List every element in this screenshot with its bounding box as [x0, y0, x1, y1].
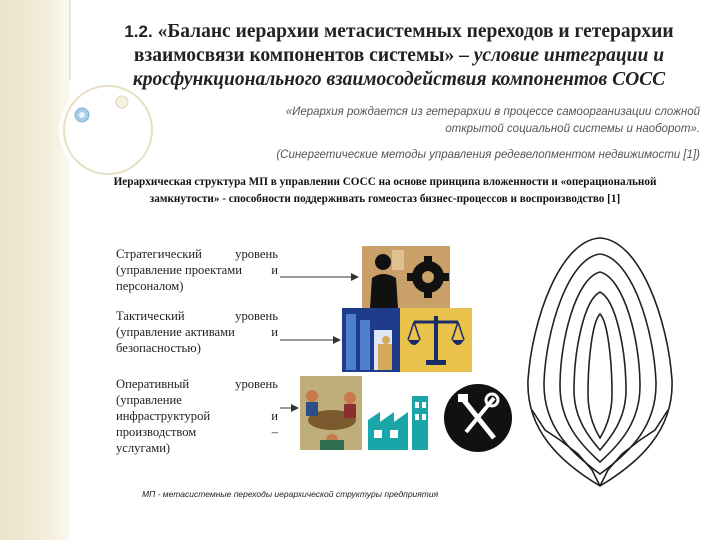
nested-layers-icon — [528, 238, 672, 486]
strategic-level-word: уровень — [235, 247, 278, 261]
tactical-level-word: уровень — [235, 309, 278, 323]
strategic-desc-1: (управление проектами — [116, 263, 242, 277]
quote: «Иерархия рождается из гетерархии в процессе самоорганизации сложной открытой социальной системы и наоборот». — [285, 106, 700, 135]
quote-source: (Синергетические методы управления редевелопментом недвижимости [1]) — [276, 149, 700, 161]
executive-icon — [362, 246, 408, 308]
diagram-subtitle: Иерархическая структура МП в управлении СОСС на основе принципа вложенности и «операциональной замкнутости» - способности поддерживать гомеостаз бизнес-процессов и воспроизводство [1] — [113, 176, 657, 205]
operational-title: Оперативный — [116, 377, 190, 391]
tactical-desc-1: (управление активами — [116, 325, 235, 339]
title-number: 1.2. — [124, 22, 153, 41]
diagram-caption: МП - метасистемные переходы иерархической структуры предприятия — [142, 489, 439, 499]
scales-icon — [400, 308, 472, 372]
title-part1: «Баланс иерархии метасистемных переходов и гетерархии взаимосвязи компонентов системы» – — [133, 21, 674, 66]
operational-desc-2: инфраструктурой — [116, 409, 211, 423]
tools-icon — [444, 384, 512, 452]
operational-level-word: уровень — [235, 377, 278, 391]
tactical-desc-2: безопасностью) — [116, 341, 201, 355]
tactical-title: Тактический — [116, 309, 185, 323]
operational-desc-1: (управление — [116, 393, 182, 407]
strategic-title: Стратегический — [116, 247, 202, 261]
operational-desc-3: производством — [116, 425, 197, 439]
tactical-desc-and: и — [271, 325, 278, 339]
title-part2: условие интеграции и кросфункционального взаимосодействия компонентов СОСС — [132, 45, 666, 90]
operational-desc-dash: – — [271, 425, 278, 439]
operational-desc-4: услугами) — [116, 441, 171, 455]
strategic-desc-2: персоналом) — [116, 279, 184, 293]
strategic-desc-and: и — [271, 263, 278, 277]
gear-icon — [404, 246, 450, 308]
operational-desc-and: и — [271, 409, 278, 423]
meeting-icon — [300, 376, 362, 450]
factory-icon — [362, 392, 436, 452]
office-building-icon — [342, 308, 400, 372]
